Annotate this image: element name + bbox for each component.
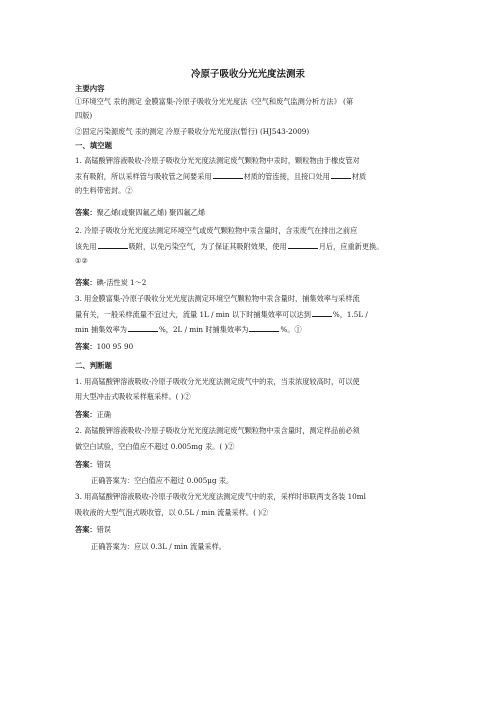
answer-1 [75, 208, 425, 218]
judge-answer-1 [75, 410, 425, 420]
blank [249, 324, 279, 332]
judge-3-line-2: 吸收液的大型气泡式吸收管，以 0.5L / min 流量采样。( )② [75, 508, 269, 517]
question-3-line-3 [75, 324, 425, 335]
judge-3-correction: 正确答案为：应以 0.3L / min 流量采样。 [91, 542, 226, 551]
answer-text: 100 95 90 [96, 342, 134, 351]
judge-2-line-1: 2. 高锰酸钾溶液吸收-冷原子吸收分光光度法测定废气颗粒物中汞含量时，测定样品前必须 [75, 426, 360, 435]
blank [288, 241, 318, 249]
answer-text: 正确 [96, 410, 111, 419]
text: 月后，应重新更换。 [318, 242, 384, 251]
judge-1-line-2: 用大型冲击式吸收采样瓶采样。( )② [75, 392, 191, 401]
answer-3 [75, 342, 425, 352]
text: 材质的管连接，且接口处用 [243, 172, 330, 181]
judge-answer-2 [75, 460, 425, 470]
section-heading-judge: 二、判断题 [75, 361, 112, 370]
answer-text: 碘-活性炭 1～2 [96, 278, 147, 287]
answer-text: 错误 [96, 460, 111, 469]
blank [128, 324, 158, 332]
answer-label: 答案： [75, 208, 97, 217]
text: 该先用 [75, 242, 97, 251]
text: 吸附，以免污染空气，为了保证其吸附效果，使用 [128, 242, 287, 251]
text: 量有关，一般采样流量不宜过大，流量 1L / min 以下时捕集效率可以达到 [75, 310, 311, 319]
answer-label: 答案： [75, 342, 97, 351]
judge-answer-3 [75, 525, 425, 535]
answer-text: 错误 [96, 525, 111, 534]
section-heading-main: 主要内容 [75, 84, 105, 93]
text: 材质 [351, 172, 367, 181]
text: 汞有吸附，所以采样管与吸收管之间要采用 [75, 172, 212, 181]
question-3-line-2 [75, 309, 425, 320]
content-item-1: ①环境空气 汞的测定 金膜富集-冷原子吸收分光光度法《空气和废气监测分析方法》 (第 [75, 97, 354, 106]
answer-2 [75, 278, 425, 288]
text: min 捕集效率为 [75, 325, 127, 334]
question-2-line-1: 2. 冷原子吸收分光光度法测定环境空气或废气颗粒物中汞含量时，含汞废气在排出之前应 [75, 226, 358, 235]
answer-label: 答案： [75, 410, 97, 419]
judge-1-line-1: 1. 用高锰酸钾溶液吸收-冷原子吸收分光光度法测定废气中的汞，当汞浓度较高时，可以使 [75, 377, 360, 386]
text: %。① [280, 325, 302, 334]
answer-text: 聚乙烯(或聚四氟乙烯) 聚四氟乙烯 [96, 208, 206, 217]
text: %，2L / min 时捕集效率为 [158, 325, 249, 334]
text: %，1.5L / [332, 310, 368, 319]
answer-label: 答案： [75, 525, 97, 534]
question-1-line-1: 1. 高锰酸钾溶液吸收-冷原子吸收分光光度法测定废气颗粒物中汞时，颗粒物由于橡皮管对 [75, 156, 360, 165]
judge-2-line-2: 做空白试验，空白值应不超过 0.005mg 汞。( )② [75, 442, 235, 451]
question-3-line-1: 3. 用金膜富集-冷原子吸收分光光度法测定环境空气颗粒物中汞含量时，捕集效率与采样流 [75, 294, 360, 303]
judge-2-correction: 正确答案为：空白值应不超过 0.005μg 汞。 [91, 476, 234, 485]
section-heading-fill: 一、填空题 [75, 141, 112, 150]
question-2-line-2 [75, 241, 425, 252]
question-1-line-3: 的生料带密封。② [75, 186, 133, 195]
question-1-line-2 [75, 171, 425, 182]
content-item-2: ②固定污染源废气 汞的测定 冷原子吸收分光光度法(暂行) (HJ543-2009) [75, 127, 310, 136]
blank [213, 171, 243, 179]
question-2-line-3: ①② [75, 256, 88, 265]
judge-3-line-1: 3. 用高锰酸钾溶液吸收-冷原子吸收分光光度法测定废气中的汞，采样时串联两支各装 10ml [75, 492, 366, 501]
blank [331, 171, 351, 179]
blank [312, 309, 332, 317]
blank [98, 241, 128, 249]
answer-label: 答案： [75, 278, 97, 287]
answer-label: 答案： [75, 460, 97, 469]
content-item-1-cont: 四版) [75, 111, 93, 120]
page-title: 冷原子吸收分光光度法测汞 [190, 69, 305, 80]
